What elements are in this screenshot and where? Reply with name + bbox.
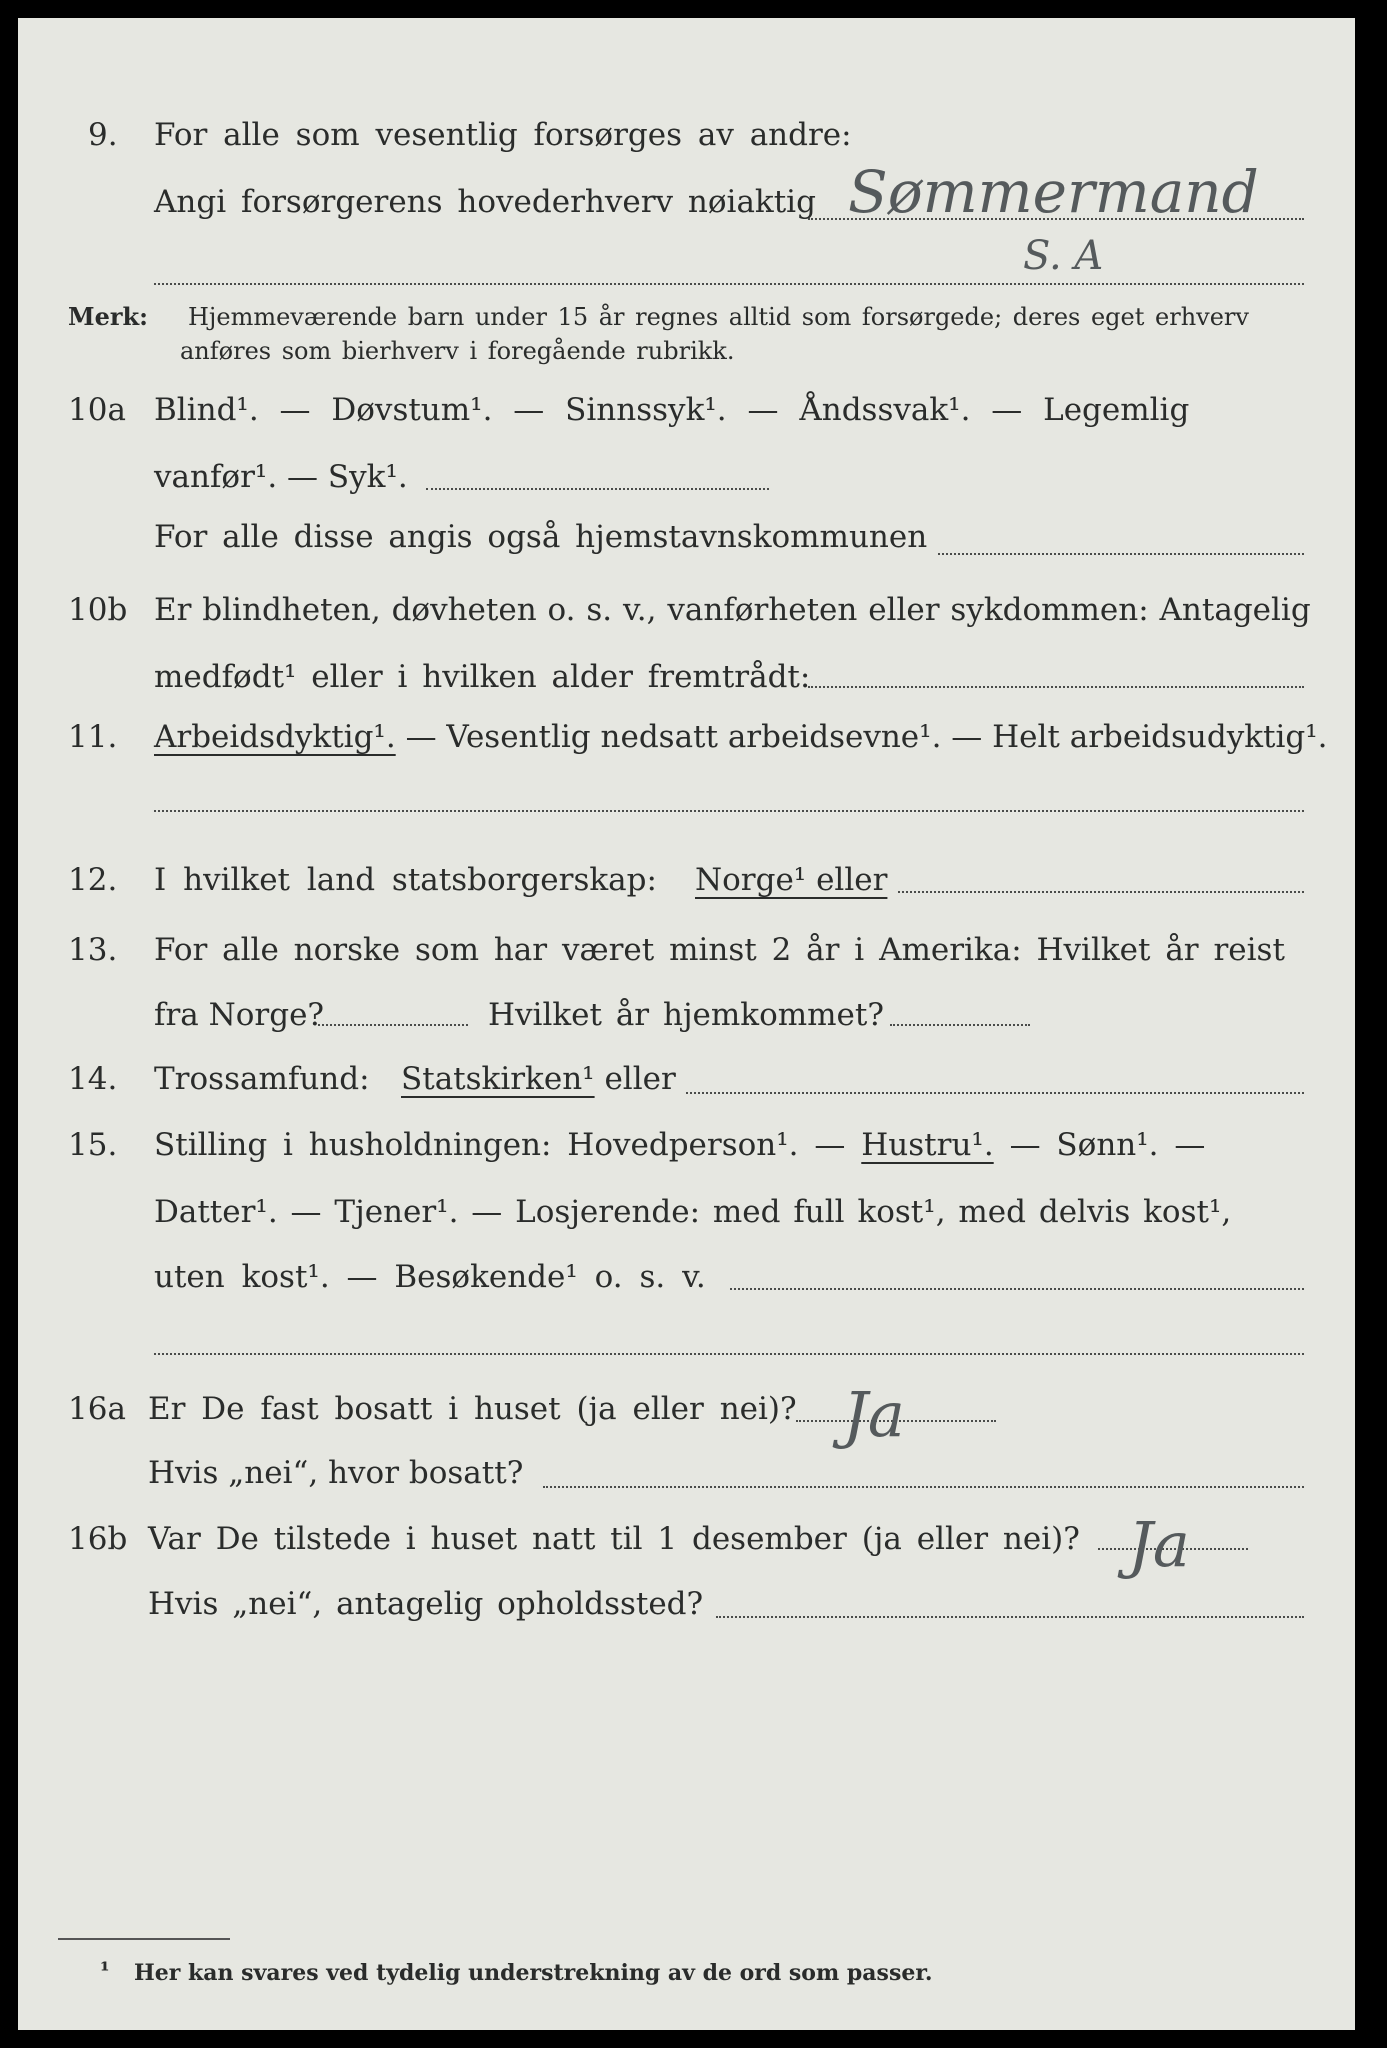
q10b-answer-line bbox=[808, 686, 1304, 688]
q15-line1b: — Sønn¹. — bbox=[1009, 1127, 1206, 1163]
q10a-line2: vanfør¹. — Syk¹. bbox=[154, 459, 408, 495]
q16b-opholdssted-line bbox=[716, 1616, 1304, 1618]
q15-line2: Datter¹. — Tjener¹. — Losjerende: med full kost¹, med delvis kost¹, bbox=[154, 1194, 1232, 1230]
q14-number: 14. bbox=[68, 1061, 118, 1097]
q14-statskirken-underlined: Statskirken¹ bbox=[401, 1061, 595, 1097]
q9-line1: For alle som vesentlig forsørges av andre: bbox=[154, 117, 852, 153]
q13-reist-line bbox=[318, 1024, 468, 1026]
q12-norge-underlined: Norge¹ eller bbox=[695, 862, 888, 898]
q12-norge bbox=[695, 861, 887, 899]
footnote-mark: ¹ bbox=[100, 1958, 110, 1984]
q16b-line1: Var De tilstede i huset natt til 1 desember (ja eller nei)? bbox=[148, 1521, 1080, 1557]
q15-answer-line2 bbox=[154, 1353, 1304, 1355]
q10a-line3: For alle disse angis også hjemstavnskommunen bbox=[154, 519, 928, 555]
merk-line2: anføres som bierhverv i foregående rubrikk. bbox=[180, 337, 735, 365]
q14-label: Trossamfund: bbox=[154, 1061, 370, 1097]
q9-answer: Sømmermand bbox=[848, 158, 1259, 226]
q9-number: 9. bbox=[88, 117, 118, 153]
q10a-line1: Blind¹. — Døvstum¹. — Sinnssyk¹. — Åndssvak¹. — Legemlig bbox=[154, 392, 1190, 428]
q15-number: 15. bbox=[68, 1127, 118, 1163]
q16b-number: 16b bbox=[68, 1521, 128, 1557]
q15-hustru-underlined: Hustru¹. bbox=[861, 1127, 994, 1163]
footnote-separator bbox=[58, 1938, 230, 1940]
q14-eller: eller bbox=[604, 1061, 676, 1097]
q16a-bosatt-line bbox=[543, 1486, 1304, 1488]
q15-line1a: Stilling i husholdningen: Hovedperson¹. — bbox=[154, 1127, 846, 1163]
footnote-text: Her kan svares ved tydelig understrekning av de ord som passer. bbox=[134, 1960, 933, 1986]
q16a-line2: Hvis „nei“, hvor bosatt? bbox=[148, 1455, 524, 1491]
q10b-number: 10b bbox=[68, 592, 128, 628]
q12-line1: I hvilket land statsborgerskap: bbox=[154, 862, 657, 898]
q16a-answer: Ja bbox=[843, 1378, 905, 1451]
q11-rest: — Vesentlig nedsatt arbeidsevne¹. — Helt arbeidsudyktig¹. bbox=[405, 719, 1328, 755]
q10b-line1: Er blindheten, døvheten o. s. v., vanførheten eller sykdommen: Antagelig bbox=[154, 592, 1311, 628]
q16a-number: 16a bbox=[68, 1391, 126, 1427]
q12-number: 12. bbox=[68, 862, 118, 898]
q11-line bbox=[154, 718, 1328, 756]
q13-line2b: Hvilket år hjemkommet? bbox=[488, 997, 884, 1033]
q15-line3: uten kost¹. — Besøkende¹ o. s. v. bbox=[154, 1259, 706, 1295]
q10a-syk-line bbox=[426, 488, 769, 490]
q16b-line2: Hvis „nei“, antagelig opholdssted? bbox=[148, 1586, 704, 1622]
q11-answer-line bbox=[154, 810, 1304, 812]
q11-number: 11. bbox=[68, 719, 118, 755]
q15-line1 bbox=[154, 1126, 1205, 1164]
q11-arbeidsdyktig-underlined: Arbeidsdyktig¹. bbox=[154, 719, 396, 755]
q10b-line2: medfødt¹ eller i hvilken alder fremtrådt: bbox=[154, 659, 811, 695]
q14-options bbox=[401, 1060, 676, 1098]
q13-line1: For alle norske som har været minst 2 år i Amerika: Hvilket år reist bbox=[154, 932, 1285, 968]
q15-answer-line bbox=[730, 1288, 1304, 1290]
q16b-answer: Ja bbox=[1128, 1508, 1190, 1581]
census-form-page bbox=[18, 18, 1355, 2030]
q10a-kommune-line bbox=[938, 553, 1304, 555]
q12-answer-line bbox=[898, 891, 1304, 893]
q9-answer-line2 bbox=[154, 283, 1304, 285]
merk-line1: Hjemmeværende barn under 15 år regnes alltid som forsørgede; deres eget erhverv bbox=[188, 303, 1249, 331]
q16a-line1: Er De fast bosatt i huset (ja eller nei)? bbox=[148, 1391, 797, 1427]
q9-answer-note: S. A bbox=[1023, 233, 1104, 279]
q13-hjemkommet-line bbox=[890, 1024, 1030, 1026]
q13-number: 13. bbox=[68, 932, 118, 968]
q9-line2: Angi forsørgerens hovederhverv nøiaktig bbox=[154, 184, 816, 220]
q13-line2a: fra Norge? bbox=[154, 997, 325, 1033]
q14-answer-line bbox=[686, 1092, 1304, 1094]
merk-label: Merk: bbox=[68, 302, 148, 331]
q10a-number: 10a bbox=[68, 392, 126, 428]
